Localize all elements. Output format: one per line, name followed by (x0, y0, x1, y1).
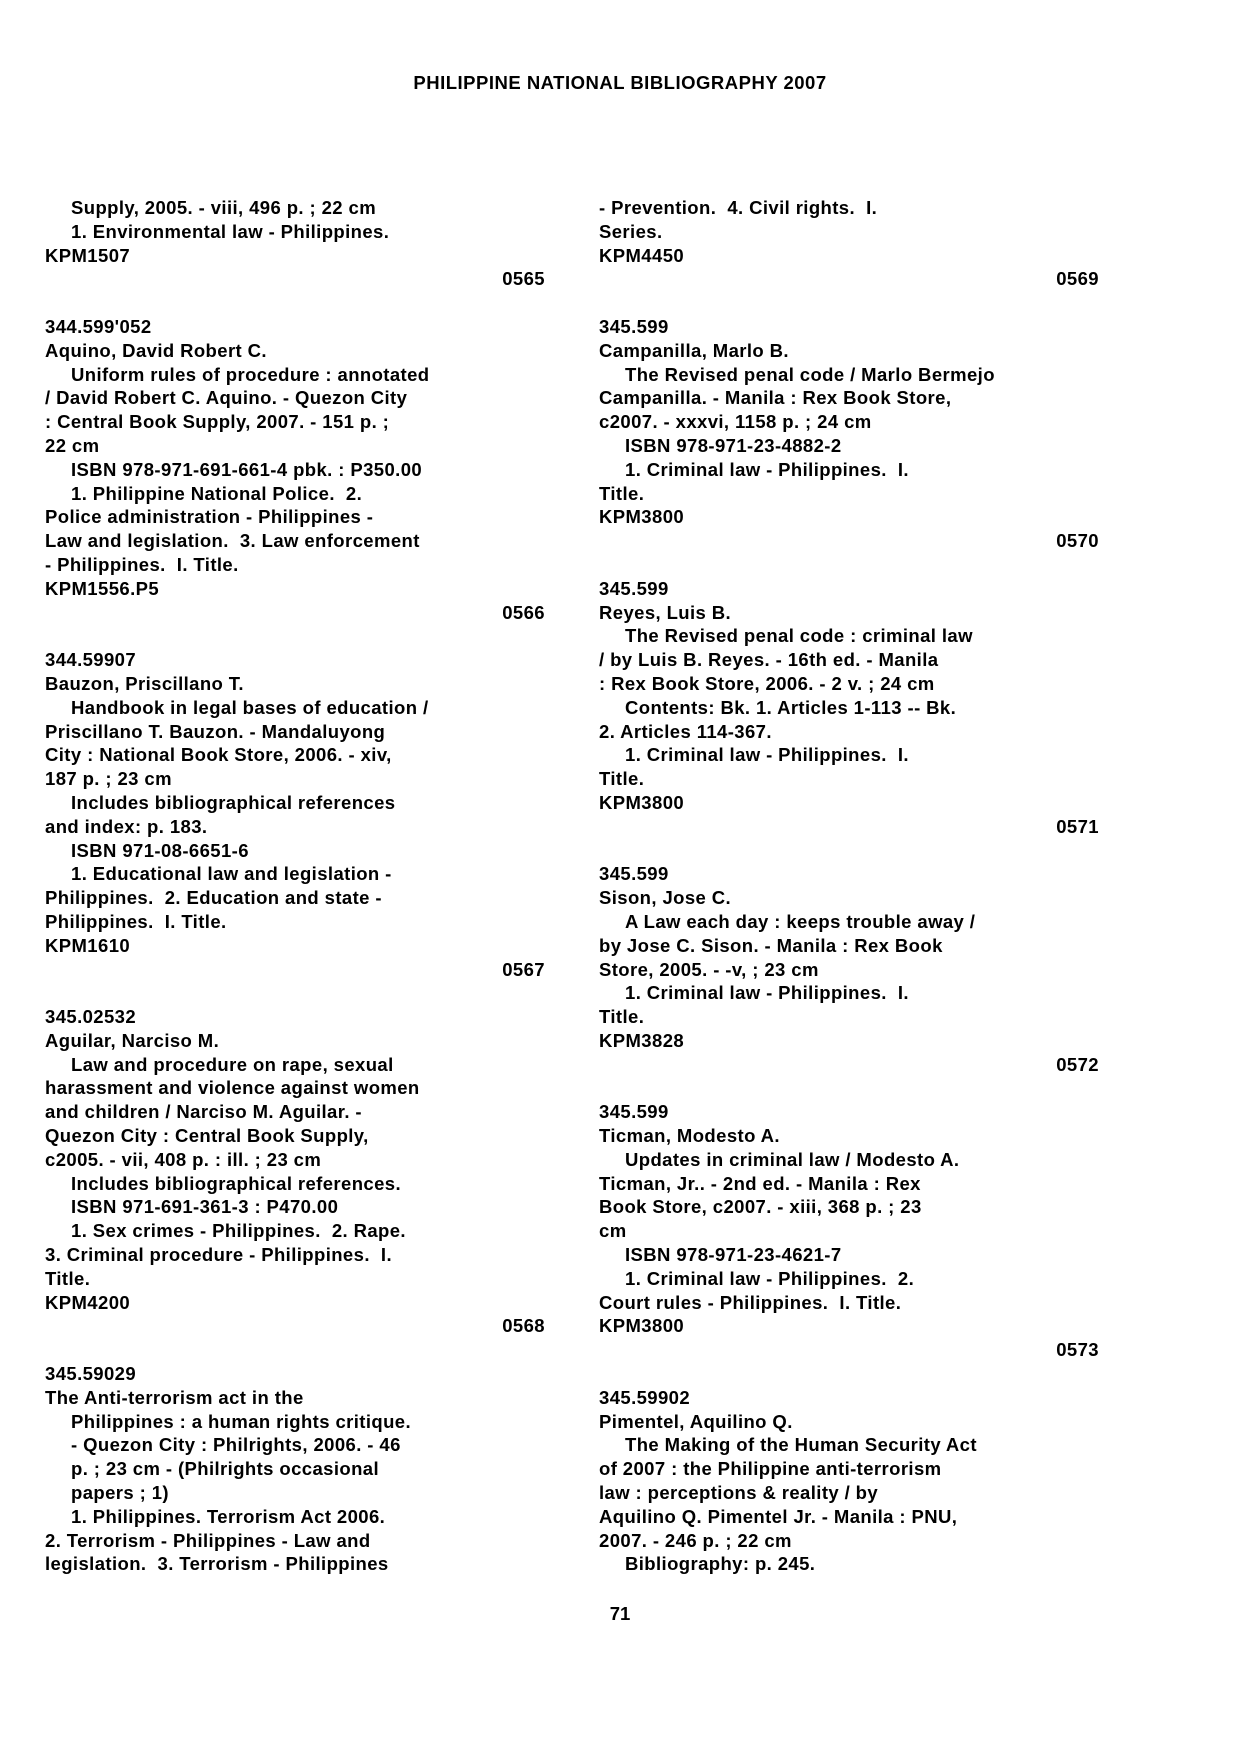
entry-number: 0568 (502, 1315, 545, 1337)
bibliography-line: Book Store, c2007. - xiii, 368 p. ; 23 (599, 1196, 922, 1218)
entry-separator (599, 1362, 1099, 1386)
bibliography-line: ISBN 978-971-691-661-4 pbk. : P350.00 (71, 458, 423, 480)
bibliography-line: 1. Sex crimes - Philippines. 2. Rape. (71, 1220, 406, 1242)
bibliography-line: KPM1556.P5 (45, 577, 160, 599)
entry-number: 0567 (502, 958, 545, 980)
bibliography-line: of 2007 : the Philippine anti-terrorism (599, 1458, 942, 1480)
bibliography-line: Series. (599, 220, 663, 242)
bibliography-line: cm (599, 1220, 627, 1242)
bibliography-line: Priscillano T. Bauzon. - Mandaluyong (45, 720, 386, 742)
bibliography-line: Law and procedure on rape, sexual (71, 1053, 394, 1075)
bibliography-line: Store, 2005. - -v, ; 23 cm (599, 958, 819, 980)
bibliography-line: p. ; 23 cm - (Philrights occasional (71, 1458, 380, 1480)
entry-number: 0572 (1056, 1053, 1099, 1075)
bibliography-line: Title. (599, 482, 645, 504)
bibliography-line: Philippines. 2. Education and state - (45, 887, 382, 909)
bibliography-line: 345.59029 (45, 1363, 137, 1385)
bibliography-line: Campanilla, Marlo B. (599, 339, 789, 361)
left-column (45, 196, 545, 1576)
entry-separator (599, 553, 1099, 577)
bibliography-line: KPM4200 (45, 1291, 131, 1313)
bibliography-line: 2. Articles 114-367. (599, 720, 772, 742)
bibliography-line: Contents: Bk. 1. Articles 1-113 -- Bk. (625, 696, 957, 718)
bibliography-line: KPM1507 (45, 244, 131, 266)
bibliography-line: Title. (599, 1006, 645, 1028)
bibliography-line: papers ; 1) (71, 1482, 169, 1504)
bibliography-line: : Central Book Supply, 2007. - 151 p. ; (45, 411, 390, 433)
bibliography-line: The Revised penal code / Marlo Bermejo (625, 363, 995, 385)
entry-number: 0570 (1056, 530, 1099, 552)
bibliography-line: 345.02532 (45, 1006, 137, 1028)
bibliography-line: Law and legislation. 3. Law enforcement (45, 530, 420, 552)
bibliography-line: Reyes, Luis B. (599, 601, 732, 623)
bibliography-line: 344.59907 (45, 649, 137, 671)
bibliography-line: 1. Criminal law - Philippines. 2. (625, 1267, 915, 1289)
bibliography-line: 1. Environmental law - Philippines. (71, 220, 390, 242)
bibliography-line: The Anti-terrorism act in the (45, 1386, 304, 1408)
entry-separator (599, 291, 1099, 315)
bibliography-line: 345.599 (599, 1101, 669, 1123)
bibliography-line: 1. Criminal law - Philippines. I. (625, 744, 909, 766)
bibliography-line: c2007. - xxxvi, 1158 p. ; 24 cm (599, 411, 872, 433)
bibliography-line: KPM1610 (45, 934, 131, 956)
bibliography-line: 2007. - 246 p. ; 22 cm (599, 1529, 792, 1551)
bibliography-line: 3. Criminal procedure - Philippines. I. (45, 1244, 393, 1266)
bibliography-line: 345.599 (599, 577, 669, 599)
page-number: 71 (609, 1603, 631, 1624)
bibliography-line: A Law each day : keeps trouble away / (625, 910, 976, 932)
bibliography-line: and children / Narciso M. Aguilar. - (45, 1101, 362, 1123)
bibliography-line: KPM3828 (599, 1029, 685, 1051)
bibliography-line: Bibliography: p. 245. (625, 1553, 816, 1575)
entry-number: 0569 (1056, 268, 1099, 290)
bibliography-line: 1. Philippine National Police. 2. (71, 482, 363, 504)
bibliography-line: law : perceptions & reality / by (599, 1482, 879, 1504)
entry-separator (45, 1338, 545, 1362)
bibliography-line: Philippines. I. Title. (45, 910, 227, 932)
entry-number: 0566 (502, 601, 545, 623)
bibliography-line: Philippines : a human rights critique. (71, 1410, 412, 1432)
bibliography-line: Supply, 2005. - viii, 496 p. ; 22 cm (71, 197, 377, 218)
bibliography-line: ISBN 978-971-23-4621-7 (625, 1244, 842, 1266)
bibliography-line: Updates in criminal law / Modesto A. (625, 1148, 960, 1170)
entry-number: 0573 (1056, 1339, 1099, 1361)
bibliography-line: The Making of the Human Security Act (625, 1434, 977, 1456)
bibliography-line: Aquino, David Robert C. (45, 339, 267, 361)
bibliography-line: / by Luis B. Reyes. - 16th ed. - Manila (599, 649, 939, 671)
bibliography-line: Title. (45, 1267, 91, 1289)
bibliography-line: KPM3800 (599, 506, 685, 528)
bibliography-line: and index: p. 183. (45, 815, 208, 837)
bibliography-line: Aguilar, Narciso M. (45, 1029, 220, 1051)
entry-separator (45, 291, 545, 315)
bibliography-line: Pimentel, Aquilino Q. (599, 1410, 793, 1432)
right-column (599, 196, 1099, 1576)
bibliography-line: legislation. 3. Terrorism - Philippines (45, 1553, 389, 1575)
bibliography-line: Sison, Jose C. (599, 887, 732, 909)
bibliography-line: Includes bibliographical references. (71, 1172, 402, 1194)
entry-number: 0571 (1056, 815, 1099, 837)
bibliography-line: City : National Book Store, 2006. - xiv, (45, 744, 392, 766)
bibliography-line: : Rex Book Store, 2006. - 2 v. ; 24 cm (599, 672, 935, 694)
bibliography-line: 344.599'052 (45, 315, 152, 337)
bibliography-line: Includes bibliographical references (71, 791, 396, 813)
bibliography-line: 1. Criminal law - Philippines. I. (625, 982, 909, 1004)
bibliography-line: The Revised penal code : criminal law (625, 625, 973, 647)
bibliography-line: ISBN 971-691-361-3 : P470.00 (71, 1196, 339, 1218)
bibliography-line: 187 p. ; 23 cm (45, 768, 172, 790)
bibliography-line: harassment and violence against women (45, 1077, 420, 1099)
bibliography-line: by Jose C. Sison. - Manila : Rex Book (599, 934, 943, 956)
entry-separator (45, 624, 545, 648)
bibliography-line: Court rules - Philippines. I. Title. (599, 1291, 902, 1313)
bibliography-line: KPM3800 (599, 1315, 685, 1337)
entry-number: 0565 (502, 268, 545, 290)
bibliography-line: c2005. - vii, 408 p. : ill. ; 23 cm (45, 1148, 322, 1170)
entry-separator (599, 1076, 1099, 1100)
bibliography-line: - Quezon City : Philrights, 2006. - 46 (71, 1434, 401, 1456)
bibliography-line: / David Robert C. Aquino. - Quezon City (45, 387, 408, 409)
bibliography-line: 22 cm (45, 434, 100, 456)
bibliography-line: Campanilla. - Manila : Rex Book Store, (599, 387, 952, 409)
bibliography-line: - Philippines. I. Title. (45, 553, 239, 575)
bibliography-line: Aquilino Q. Pimentel Jr. - Manila : PNU, (599, 1505, 958, 1527)
page-header: PHILIPPINE NATIONAL BIBLIOGRAPHY 2007 (413, 72, 827, 93)
bibliography-line: Title. (599, 768, 645, 790)
bibliography-line: ISBN 978-971-23-4882-2 (625, 434, 842, 456)
bibliography-line: Handbook in legal bases of education / (71, 696, 429, 718)
bibliography-line: KPM4450 (599, 244, 685, 266)
entry-separator (599, 839, 1099, 863)
bibliography-line: KPM3800 (599, 791, 685, 813)
bibliography-line: Ticman, Modesto A. (599, 1125, 780, 1147)
entry-separator (45, 981, 545, 1005)
bibliography-line: 345.59902 (599, 1386, 691, 1408)
bibliography-line: Quezon City : Central Book Supply, (45, 1125, 369, 1147)
bibliography-line: Police administration - Philippines - (45, 506, 374, 528)
bibliography-line: Ticman, Jr.. - 2nd ed. - Manila : Rex (599, 1172, 921, 1194)
bibliography-line: 1. Criminal law - Philippines. I. (625, 458, 909, 480)
bibliography-line: 1. Educational law and legislation - (71, 863, 392, 885)
bibliography-line: Bauzon, Priscillano T. (45, 672, 244, 694)
bibliography-line: Uniform rules of procedure : annotated (71, 363, 430, 385)
bibliography-line: 1. Philippines. Terrorism Act 2006. (71, 1505, 386, 1527)
bibliography-line: 345.599 (599, 315, 669, 337)
bibliography-line: 345.599 (599, 863, 669, 885)
bibliography-line: ISBN 971-08-6651-6 (71, 839, 249, 861)
bibliography-line: - Prevention. 4. Civil rights. I. (599, 197, 878, 218)
bibliography-line: 2. Terrorism - Philippines - Law and (45, 1529, 371, 1551)
